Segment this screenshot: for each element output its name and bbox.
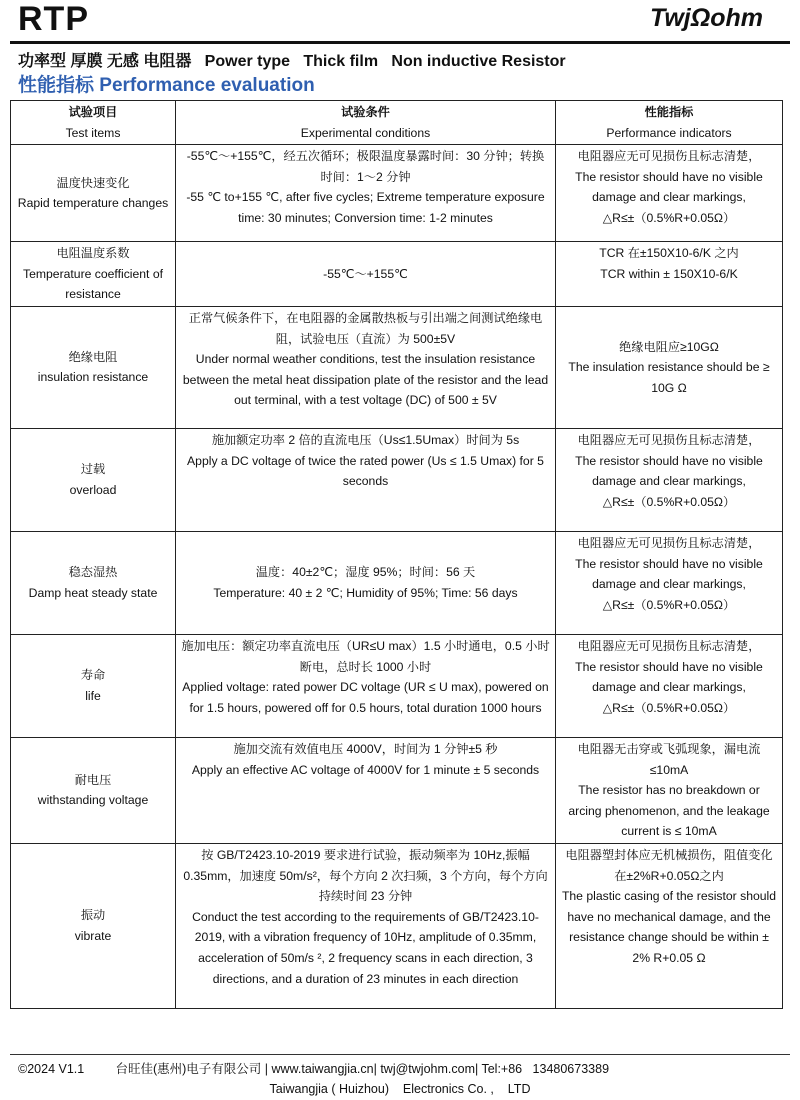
performance-cell: 电阻器应无可见损伤且标志清楚， The resistor should have no visible damage and clear markings, △R≤±（0.5%R+0.05Ω） bbox=[556, 145, 783, 242]
test-item-cell: 温度快速变化 Rapid temperature changes bbox=[11, 145, 176, 242]
condition-cell: -55℃～+155℃ bbox=[176, 242, 556, 307]
header-test-items: 试验项目 Test items bbox=[11, 101, 176, 145]
table-row bbox=[11, 242, 783, 307]
condition-cell: 施加电压：额定功率直流电压（UR≤U max）1.5 小时通电，0.5 小时断电，总时长 1000 小时 Applied voltage: rated power DC voltage (UR ≤ U max), powered on for 1.5 hours, powered off for 0.5 hours, total duration 1000 hours bbox=[176, 634, 556, 737]
performance-cell: 电阻器无击穿或飞弧现象，漏电流≤10mA The resistor has no breakdown or arcing phenomenon, and the leakage current is ≤ 10mA bbox=[556, 737, 783, 843]
footer-company-line: Taiwangjia ( Huizhou) Electronics Co. , LTD bbox=[269, 1082, 531, 1096]
table-row bbox=[11, 843, 783, 1008]
product-subtitle: 功率型 厚膜 无感 电阻器 Power type Thick film Non inductive Resistor bbox=[18, 53, 566, 70]
performance-cell: 电阻器应无可见损伤且标志清楚， The resistor should have no visible damage and clear markings, △R≤±（0.5%R+0.05Ω） bbox=[556, 531, 783, 634]
table-row bbox=[11, 306, 783, 428]
doc-title: RTP bbox=[18, 0, 89, 38]
footer-contact-line: ©2024 V1.1 台旺佳(惠州)电子有限公司 | www.taiwangjia.cn| twj@twjohm.com| Tel:+86 13480673389 bbox=[18, 1062, 610, 1076]
test-item-cell: 稳态湿热 Damp heat steady state bbox=[11, 531, 176, 634]
performance-cell: 绝缘电阻应≥10GΩ The insulation resistance should be ≥ 10G Ω bbox=[556, 306, 783, 428]
test-item-cell: 耐电压 withstanding voltage bbox=[11, 737, 176, 843]
performance-cell: 电阻器应无可见损伤且标志清楚， The resistor should have no visible damage and clear markings, △R≤±（0.5%R+0.05Ω） bbox=[556, 634, 783, 737]
condition-cell: -55℃～+155℃，经五次循环；极限温度暴露时间：30 分钟；转换时间：1～2 分钟 -55 ℃ to+155 ℃, after five cycles; Extreme temperature exposure time: 30 minutes; Conversion time: 1-2 minutes bbox=[176, 145, 556, 242]
test-item-cell: 振动 vibrate bbox=[11, 843, 176, 1008]
performance-cell: 电阻器应无可见损伤且标志清楚， The resistor should have no visible damage and clear markings, △R≤±（0.5%R+0.05Ω） bbox=[556, 428, 783, 531]
header-performance: 性能指标 Performance indicators bbox=[556, 101, 783, 145]
test-item-cell: 电阻温度系数 Temperature coefficient of resistance bbox=[11, 242, 176, 307]
header-conditions: 试验条件 Experimental conditions bbox=[176, 101, 556, 145]
footer-divider bbox=[10, 1054, 790, 1055]
performance-cell: 电阻器塑封体应无机械损伤，阻值变化在±2%R+0.05Ω之内 The plastic casing of the resistor should have no mechanical damage, and the resistance change should be within ± 2% R+0.05 Ω bbox=[556, 843, 783, 1008]
performance-table bbox=[10, 100, 783, 1009]
condition-cell: 按 GB/T2423.10-2019 要求进行试验，振动频率为 10Hz,振幅 0.35mm，加速度 50m/s²，每个方向 2 次扫频，3 个方向，每个方向持续时间 23 分钟 Conduct the test according to the requirements of GB/T2423.10-2019, with a vibration frequency of 10Hz, amplitude of 0.35mm, acceleration of 50m/s ², 2 frequency scans in each direction, 3 directions, and a duration of 23 minutes in each direction bbox=[176, 843, 556, 1008]
test-item-cell: 寿命 life bbox=[11, 634, 176, 737]
condition-cell: 施加额定功率 2 倍的直流电压（Us≤1.5Umax）时间为 5s Apply a DC voltage of twice the rated power (Us ≤ 1.5 Umax) for 5 seconds bbox=[176, 428, 556, 531]
condition-cell: 正常气候条件下，在电阻器的金属散热板与引出端之间测试绝缘电阻，试验电压（直流）为 500±5V Under normal weather conditions, test the insulation resistance between the metal heat dissipation plate of the resistor and the lead out terminal, with a test voltage (DC) of 500 ± 5V bbox=[176, 306, 556, 428]
condition-cell: 施加交流有效值电压 4000V，时间为 1 分钟±5 秒 Apply an effective AC voltage of 4000V for 1 minute ± 5 seconds bbox=[176, 737, 556, 843]
table-row bbox=[11, 531, 783, 634]
table-row bbox=[11, 737, 783, 843]
condition-cell: 温度：40±2℃；湿度 95%；时间：56 天 Temperature: 40 ± 2 ℃; Humidity of 95%; Time: 56 days bbox=[176, 531, 556, 634]
test-item-cell: 过载 overload bbox=[11, 428, 176, 531]
section-title: 性能指标 Performance evaluation bbox=[18, 75, 315, 96]
table-row bbox=[11, 428, 783, 531]
table-header-row bbox=[11, 101, 783, 145]
header-divider bbox=[10, 41, 790, 44]
table-row bbox=[11, 634, 783, 737]
table-row bbox=[11, 145, 783, 242]
company-logo: TwjΩohm bbox=[650, 4, 764, 32]
performance-cell: TCR 在±150X10-6/K 之内 TCR within ± 150X10-6/K bbox=[556, 242, 783, 307]
test-item-cell: 绝缘电阻 insulation resistance bbox=[11, 306, 176, 428]
